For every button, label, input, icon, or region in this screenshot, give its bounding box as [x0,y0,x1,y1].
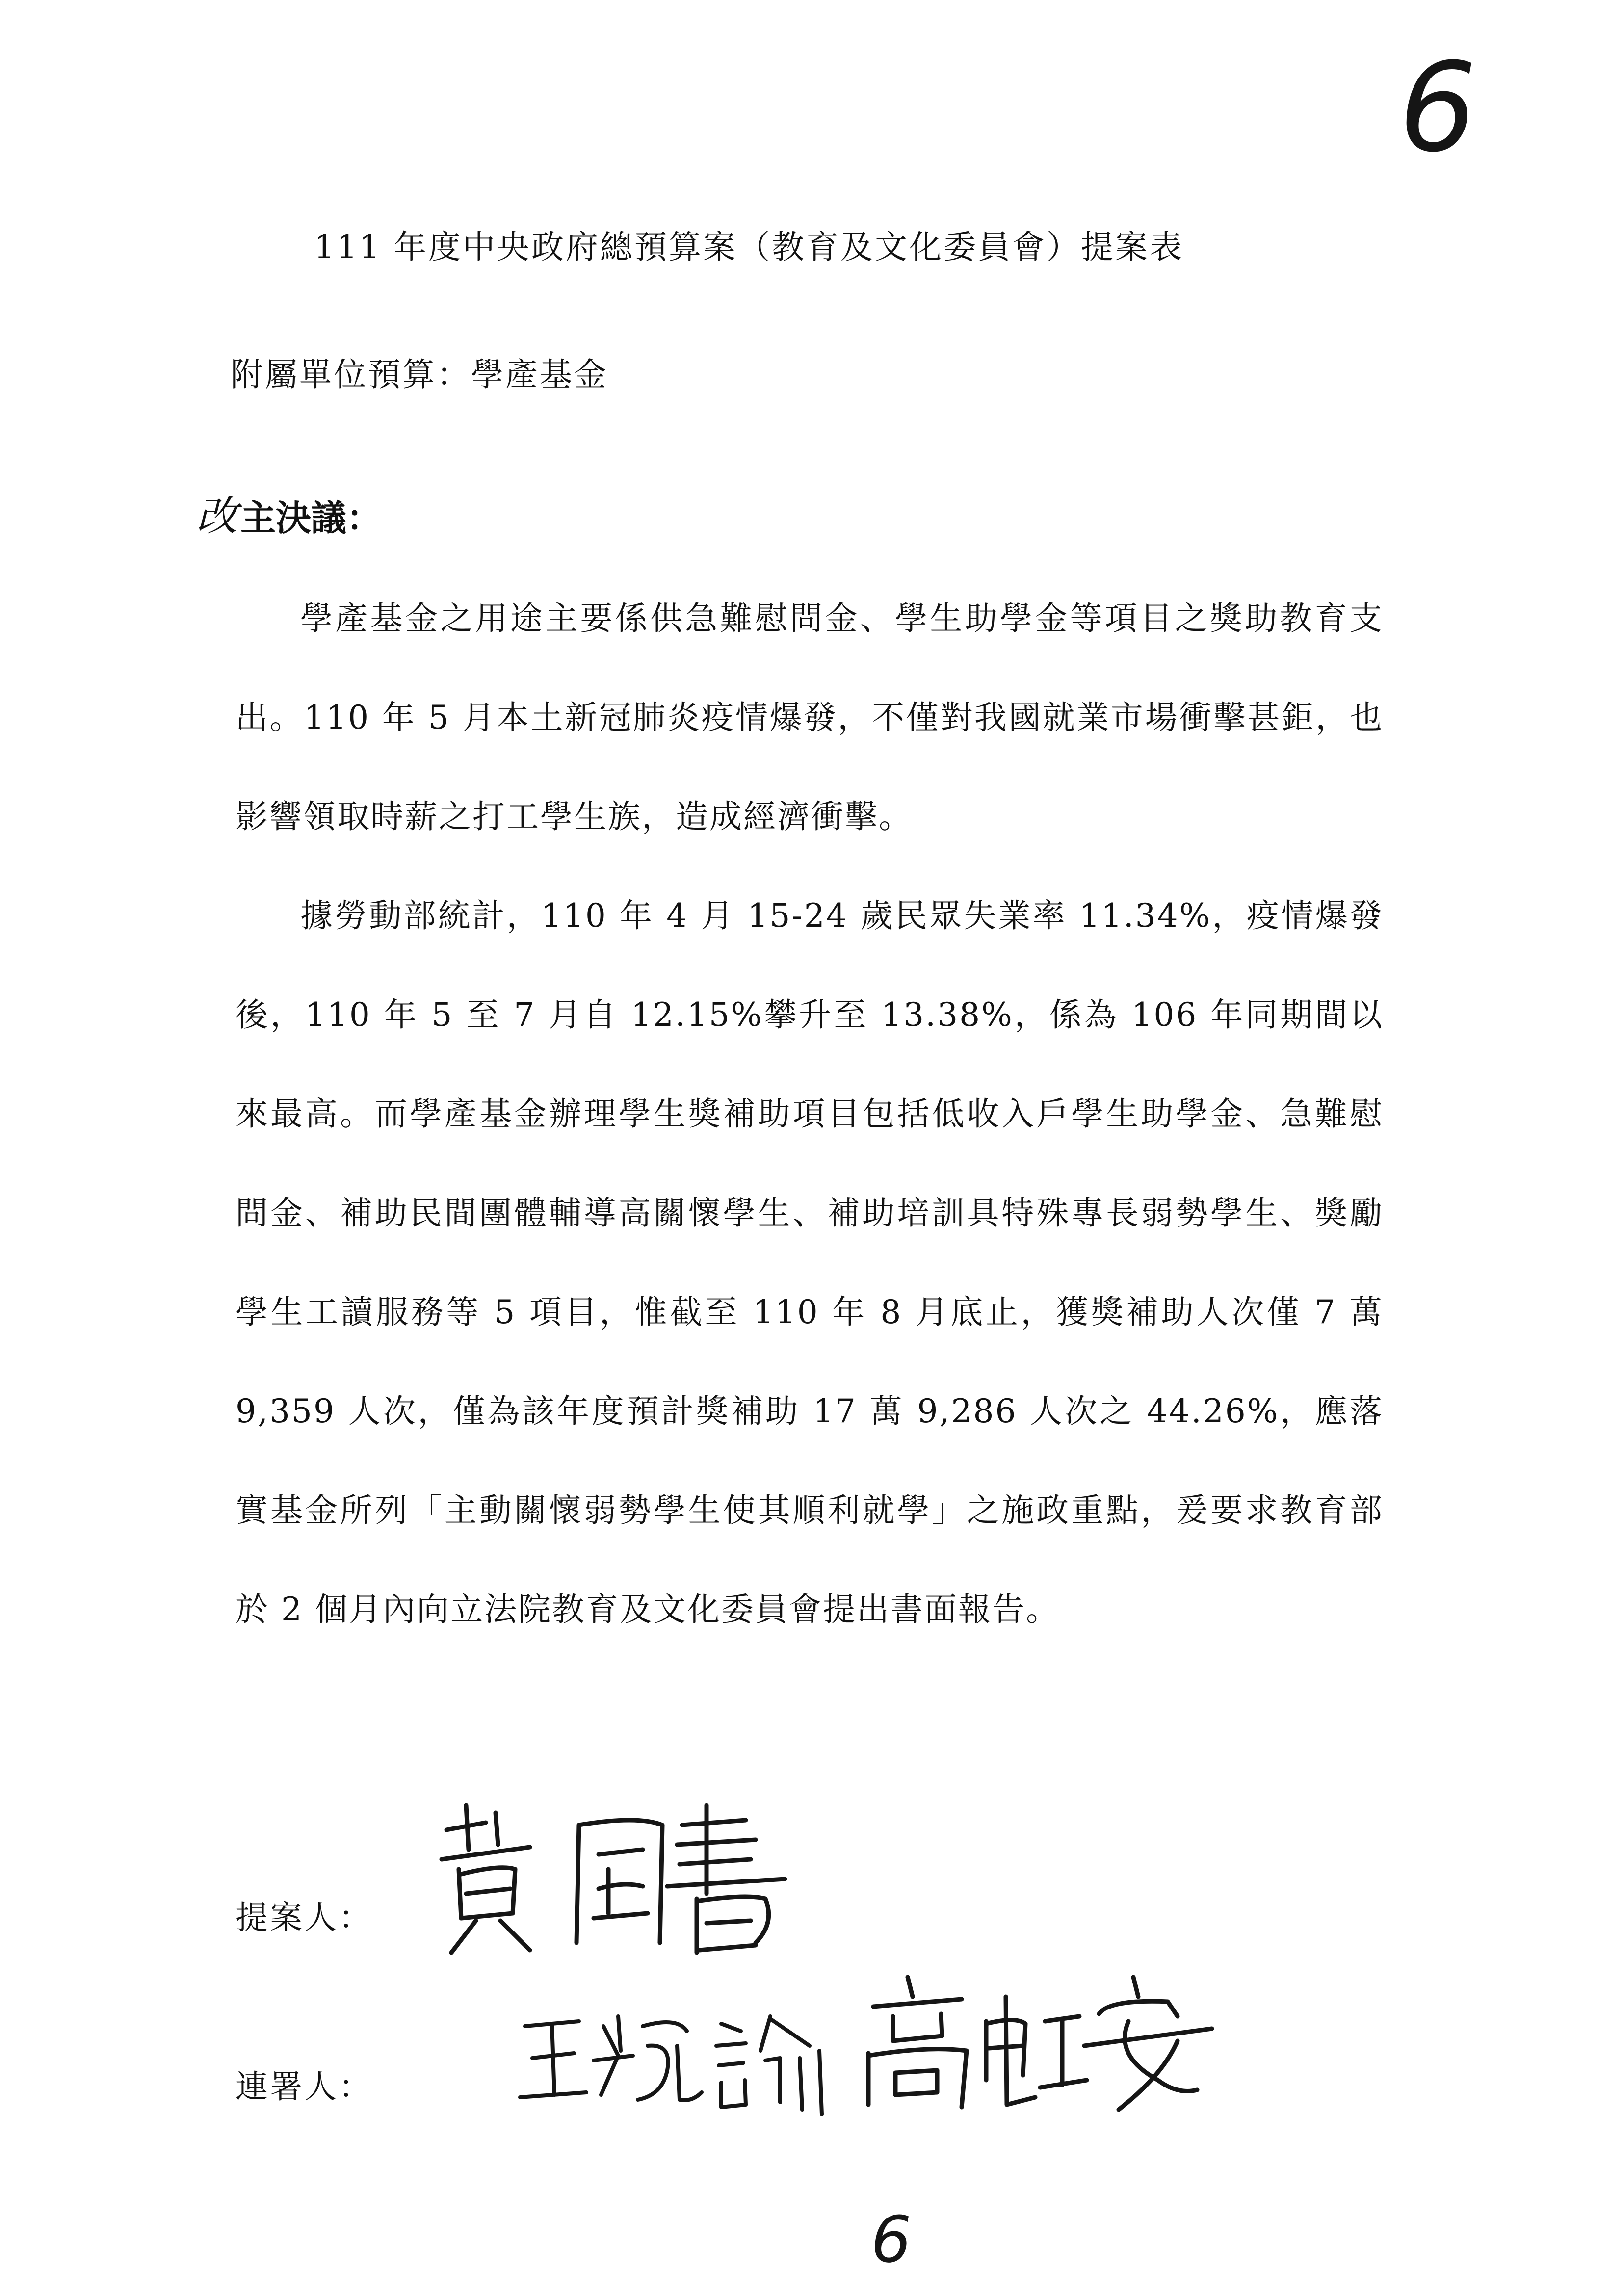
body-paragraph-2: 據勞動部統計，110 年 4 月 15-24 歲民眾失業率 11.34%，疫情爆發後，110 年 5 至 7 月自 12.15%攀升至 13.38%，係為 106 年同期間以來最高。而學產基金辦理學生獎補助項目包括低收入戶學生助學金、急難慰問金、補助民間團體輔導高關懷學生、補助培訓具特殊專長弱勢學生、獎勵學生工讀服務等 5 項目，惟截至 110 年 8 月底止，獲獎補助人次僅 7 萬 9,359 人次，僅為該年度預計獎補助 17 萬 9,286 人次之 44.26%，應落實基金所列「主動關懷弱勢學生使其順利就學」之施政重點，爰要求教育部於 2 個月內向立法院教育及文化委員會提出書面報告。 [236,897,1384,1628]
handwritten-correction-mark: 改 [196,492,238,540]
proposer-label: 提案人： [236,1899,373,1936]
handwritten-page-number-bottom: 6 [871,2202,912,2277]
cosigner-signature-2 [854,1967,1217,2114]
document-title: 111 年度中央政府總預算案（教育及文化委員會）提案表 [314,228,1184,266]
body-paragraph-1: 學產基金之用途主要係供急難慰問金、學生助學金等項目之獎助教育支出。110 年 5 月本土新冠肺炎疫情爆發，不僅對我國就業市場衝擊甚鉅，也影響領取時薪之打工學生族，造成經濟衝擊。 [236,600,1384,835]
cosigner-signature-1 [515,1997,839,2119]
resolution-heading [196,483,382,543]
handwritten-page-number-top: 6 [1398,36,1477,179]
proposer-signature [432,1796,805,1962]
resolution-body [236,569,1384,1659]
budget-category: 附屬單位預算：學產基金 [231,356,608,393]
cosigner-label: 連署人： [236,2068,373,2106]
resolution-label: 主決議： [240,497,382,539]
